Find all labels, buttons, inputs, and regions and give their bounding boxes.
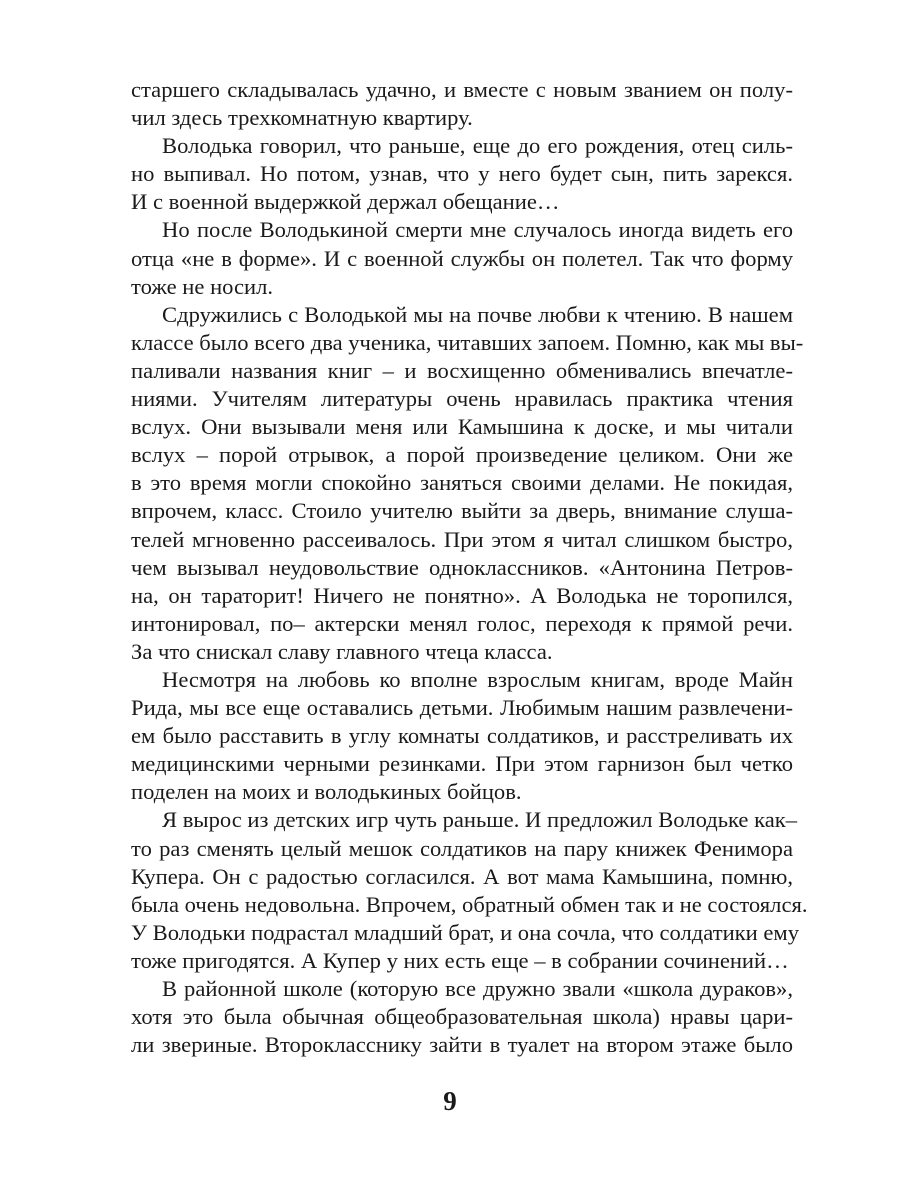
- text-line: впрочем, класс. Стоило учителю выйти за дверь, внимание слуша-: [131, 498, 793, 524]
- text-line: но выпивал. Но потом, узнав, что у него будет сын, пить зарекся.: [131, 161, 793, 187]
- paragraph: [131, 132, 793, 216]
- text-line: вслух – порой отрывок, а порой произведение целиком. Они же: [131, 442, 793, 468]
- text-line: тоже не носил.: [131, 273, 274, 299]
- text-line: интонировал, по– актерски менял голос, переходя к прямой речи.: [131, 610, 793, 636]
- paragraph: [131, 666, 793, 806]
- text-line: чем вызывал неудовольствие одноклассников. «Антонина Петров-: [131, 554, 793, 580]
- text-line: ниями. Учителям литературы очень нравилась практика чтения: [131, 386, 793, 412]
- text-line: Рида, мы все еще оставались детьми. Любимым нашим развлечени-: [131, 695, 793, 721]
- page-number: 9: [443, 1086, 457, 1116]
- text-line: отца «не в форме». И с военной службы он полетел. Так что форму: [131, 245, 793, 271]
- text-line: на, он тараторит! Ничего не понятно». А Володька не торопился,: [131, 582, 793, 608]
- text-line: в это время могли спокойно заняться своими делами. Не покидая,: [131, 470, 793, 496]
- text-line: И с военной выдержкой держал обещание…: [131, 189, 560, 215]
- text-line: Купера. Он с радостью согласился. А вот мама Камышина, помню,: [131, 863, 793, 889]
- text-line: поделен на моих и володькиных бойцов.: [131, 779, 522, 805]
- text-line: Сдружились с Володькой мы на почве любви к чтению. В нашем: [162, 301, 793, 327]
- text-line: За что снискал славу главного чтеца класса.: [131, 638, 553, 664]
- text-line: У Володьки подрастал младший брат, и она сочла, что солдатики ему: [131, 919, 800, 945]
- text-line: классе было всего два ученика, читавших запоем. Помню, как мы вы-: [131, 329, 804, 355]
- text-line: ем было расставить в углу комнаты солдатиков, и расстреливать их: [131, 723, 793, 749]
- text-line: Я вырос из детских игр чуть раньше. И предложил Володьке как–: [162, 807, 798, 833]
- text-line: то раз сменять целый мешок солдатиков на пару книжек Фенимора: [131, 835, 793, 861]
- text-line: паливали названия книг – и восхищенно обменивались впечатле-: [131, 357, 793, 383]
- paragraph: [131, 216, 793, 300]
- text-line: медицинскими черными резинками. При этом гарнизон был четко: [131, 751, 793, 777]
- text-line: Несмотря на любовь ко вполне взрослым книгам, вроде Майн: [162, 666, 793, 692]
- body-text: [131, 76, 808, 1059]
- text-line: была очень недовольна. Впрочем, обратный обмен так и не состоялся.: [131, 891, 808, 917]
- text-line: вслух. Они вызывали меня или Камышина к доске, и мы читали: [131, 414, 793, 440]
- paragraph: [131, 76, 793, 132]
- text-line: старшего складывалась удачно, и вместе с новым званием он полу-: [131, 77, 793, 102]
- paragraph: [131, 975, 793, 1059]
- text-line: Но после Володькиной смерти мне случалось иногда видеть его: [162, 217, 793, 243]
- text-line: телей мгновенно рассеивалось. При этом я читал слишком быстро,: [131, 526, 793, 552]
- text-line: ли звериные. Второкласснику зайти в туалет на втором этаже было: [131, 1032, 793, 1058]
- paragraph: [131, 301, 804, 666]
- text-line: хотя это была обычная общеобразовательная школа) нравы цари-: [131, 1004, 793, 1030]
- text-line: тоже пригодятся. А Купер у них есть еще – в собрании сочинений…: [131, 947, 789, 973]
- text-line: чил здесь трехкомнатную квартиру.: [131, 105, 473, 131]
- paragraph: [131, 806, 808, 975]
- text-line: В районной школе (которую все дружно звали «школа дураков»,: [162, 976, 793, 1001]
- text-line: Володька говорил, что раньше, еще до его рождения, отец силь-: [162, 133, 793, 159]
